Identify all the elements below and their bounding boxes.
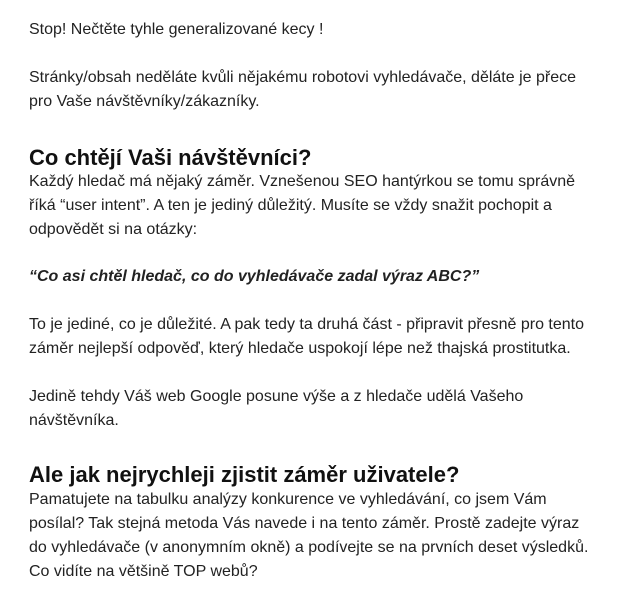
paragraph-user-intent: Každý hledač má nějaký záměr. Vznešenou SEO hantýrkou se tomu správně říká “user intent”. A ten je jediný důležitý. Musíte se vždy snažit pochopit a odpovědět si na otázky: <box>29 173 576 238</box>
intro-paragraph: Stránky/obsah neděláte kvůli nějakému robotovi vyhledávače, děláte je přece pro Vaše návštěvníky/zákazníky. <box>29 69 576 110</box>
highlighted-quote: “Co asi chtěl hledač, co do vyhledávače zadal výraz ABC?” <box>29 268 480 285</box>
section-heading-visitors: Co chtějí Vaši návštěvníci? <box>29 145 312 170</box>
section-heading-intent: Ale jak nejrychleji zjistit záměr uživatele? <box>29 462 460 487</box>
intro-line: Stop! Nečtěte tyhle generalizované kecy ! <box>29 21 324 38</box>
paragraph-google-ranking: Jedině tehdy Váš web Google posune výše a z hledače udělá Vašeho návštěvníka. <box>29 388 524 429</box>
paragraph-important: To je jediné, co je důležité. A pak tedy ta druhá část - připravit přesně pro tento záměr nejlepší odpověď, který hledače uspokojí lépe než thajská prostitutka. <box>29 316 584 357</box>
paragraph-competition-analysis: Pamatujete na tabulku analýzy konkurence ve vyhledávání, co jsem Vám posílal? Tak stejná metoda Vás navede i na tento záměr. Prostě zadejte výraz do vyhledávače (v anonymním okně) a podívejte se na prvních deset výsledků. Co vidíte na většině TOP webů? <box>29 491 589 580</box>
